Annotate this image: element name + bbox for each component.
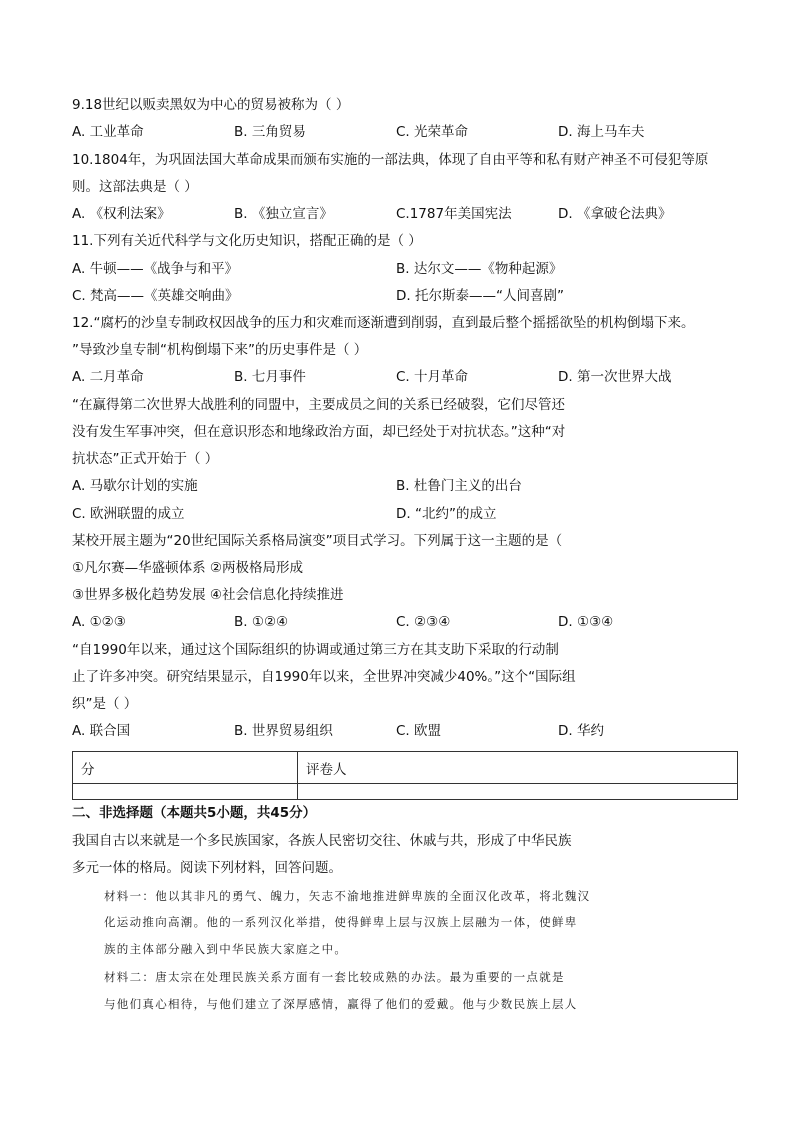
question-12-option-b: B. 七月事件	[234, 369, 306, 385]
score-table	[72, 751, 738, 800]
question-14-option-b: B. ①②④	[234, 614, 289, 630]
question-15-option-d: D. 华约	[558, 723, 604, 739]
question-11-stem: 11.下列有关近代科学与文化历史知识，搭配正确的是（ ）	[72, 233, 422, 249]
question-9-option-a: A. 工业革命	[72, 124, 144, 140]
question-12-stem-line-1: 12.“腐朽的沙皇专制政权因战争的压力和灾难而逐渐遭到削弱，直到最后整个摇摇欲坠的机构倒塌下来。	[72, 315, 695, 331]
material-line-4: 材料二：唐太宗在处理民族关系方面有一套比较成熟的办法。最为重要的一点就是	[104, 970, 565, 984]
question-15-stem-line-1: “自1990年以来，通过这个国际组织的协调或通过第三方在其支助下采取的行动制	[72, 642, 559, 658]
question-15-stem-line-2: 止了许多冲突。研究结果显示，自1990年以来，全世界冲突减少40%。”这个“国际组	[72, 669, 576, 685]
question-9-option-d: D. 海上马车夫	[558, 124, 645, 140]
material-line-1: 材料一：他以其非凡的勇气、魄力，矢志不渝地推进鲜卑族的全面汉化改革，将北魏汉	[104, 889, 591, 903]
question-10-option-c: C.1787年美国宪法	[396, 206, 512, 222]
material-line-5: 与他们真心相待，与他们建立了深厚感情，赢得了他们的爱戴。他与少数民族上层人	[104, 997, 578, 1011]
question-15-option-b: B. 世界贸易组织	[234, 723, 333, 739]
question-10-stem-line-2: 则。这部法典是（ ）	[72, 179, 198, 195]
question-13-stem-line-3: 抗状态”正式开始于（ ）	[72, 451, 219, 467]
question-15-option-c: C. 欧盟	[396, 723, 442, 739]
question-9-option-b: B. 三角贸易	[234, 124, 306, 140]
question-14-option-d: D. ①③④	[558, 614, 614, 630]
section-2-title: 二、非选择题（本题共5小题，共45分）	[72, 805, 317, 821]
grader-cell-value[interactable]	[298, 784, 738, 800]
question-13-option-c: C. 欧洲联盟的成立	[72, 506, 185, 522]
question-9-stem: 9.18世纪以贩卖黑奴为中心的贸易被称为（ ）	[72, 97, 350, 113]
question-15-stem-line-3: 织”是（ ）	[72, 696, 138, 712]
question-12-option-a: A. 二月革命	[72, 369, 144, 385]
question-10-option-b: B. 《独立宣言》	[234, 206, 333, 222]
question-13-option-a: A. 马歇尔计划的实施	[72, 478, 198, 494]
section-2-intro-line-2: 多元一体的格局。阅读下列材料，回答问题。	[72, 860, 342, 876]
section-2-intro-line-1: 我国自古以来就是一个多民族国家，各族人民密切交往、休戚与共，形成了中华民族	[72, 833, 572, 849]
question-11-option-b: B. 达尔文——《物种起源》	[396, 261, 563, 277]
question-11-option-c: C. 梵高——《英雄交响曲》	[72, 288, 239, 304]
question-11-option-d: D. 托尔斯泰——“人间喜剧”	[396, 288, 564, 304]
question-14-option-c: C. ②③④	[396, 614, 451, 630]
question-12-option-d: D. 第一次世界大战	[558, 369, 672, 385]
question-15-option-a: A. 联合国	[72, 723, 131, 739]
material-line-3: 族的主体部分融入到中华民族大家庭之中。	[104, 942, 348, 956]
question-14-stem-line-1: 某校开展主题为“20世纪国际关系格局演变”项目式学习。下列属于这一主题的是（	[72, 533, 563, 549]
question-14-stem-line-2: ①凡尔赛—华盛顿体系 ②两极格局形成	[72, 560, 303, 576]
score-cell-value[interactable]	[73, 784, 298, 800]
question-12-option-c: C. 十月革命	[396, 369, 469, 385]
grader-cell-label: 评卷人	[298, 752, 738, 784]
question-12-stem-line-2: ”导致沙皇专制“机构倒塌下来”的历史事件是（ ）	[72, 342, 368, 358]
score-cell-label: 分	[73, 752, 298, 784]
question-11-option-a: A. 牛顿——《战争与和平》	[72, 261, 239, 277]
question-9-option-c: C. 光荣革命	[396, 124, 469, 140]
question-10-option-d: D. 《拿破仑法典》	[558, 206, 672, 222]
material-line-2: 化运动推向高潮。他的一系列汉化举措，使得鲜卑上层与汉族上层融为一体，使鲜卑	[104, 915, 578, 929]
question-14-stem-line-3: ③世界多极化趋势发展 ④社会信息化持续推进	[72, 587, 344, 603]
question-13-stem-line-2: 没有发生军事冲突，但在意识形态和地缘政治方面，却已经处于对抗状态。”这种“对	[72, 424, 566, 440]
question-13-stem-line-1: “在赢得第二次世界大战胜利的同盟中，主要成员之间的关系已经破裂，它们尽管还	[72, 397, 565, 413]
question-10-option-a: A. 《权利法案》	[72, 206, 171, 222]
question-13-option-d: D. “北约”的成立	[396, 506, 497, 522]
question-14-option-a: A. ①②③	[72, 614, 126, 630]
question-13-option-b: B. 杜鲁门主义的出台	[396, 478, 522, 494]
question-10-stem-line-1: 10.1804年，为巩固法国大革命成果而颁布实施的一部法典，体现了自由平等和私有财产神圣不可侵犯等原	[72, 152, 709, 168]
